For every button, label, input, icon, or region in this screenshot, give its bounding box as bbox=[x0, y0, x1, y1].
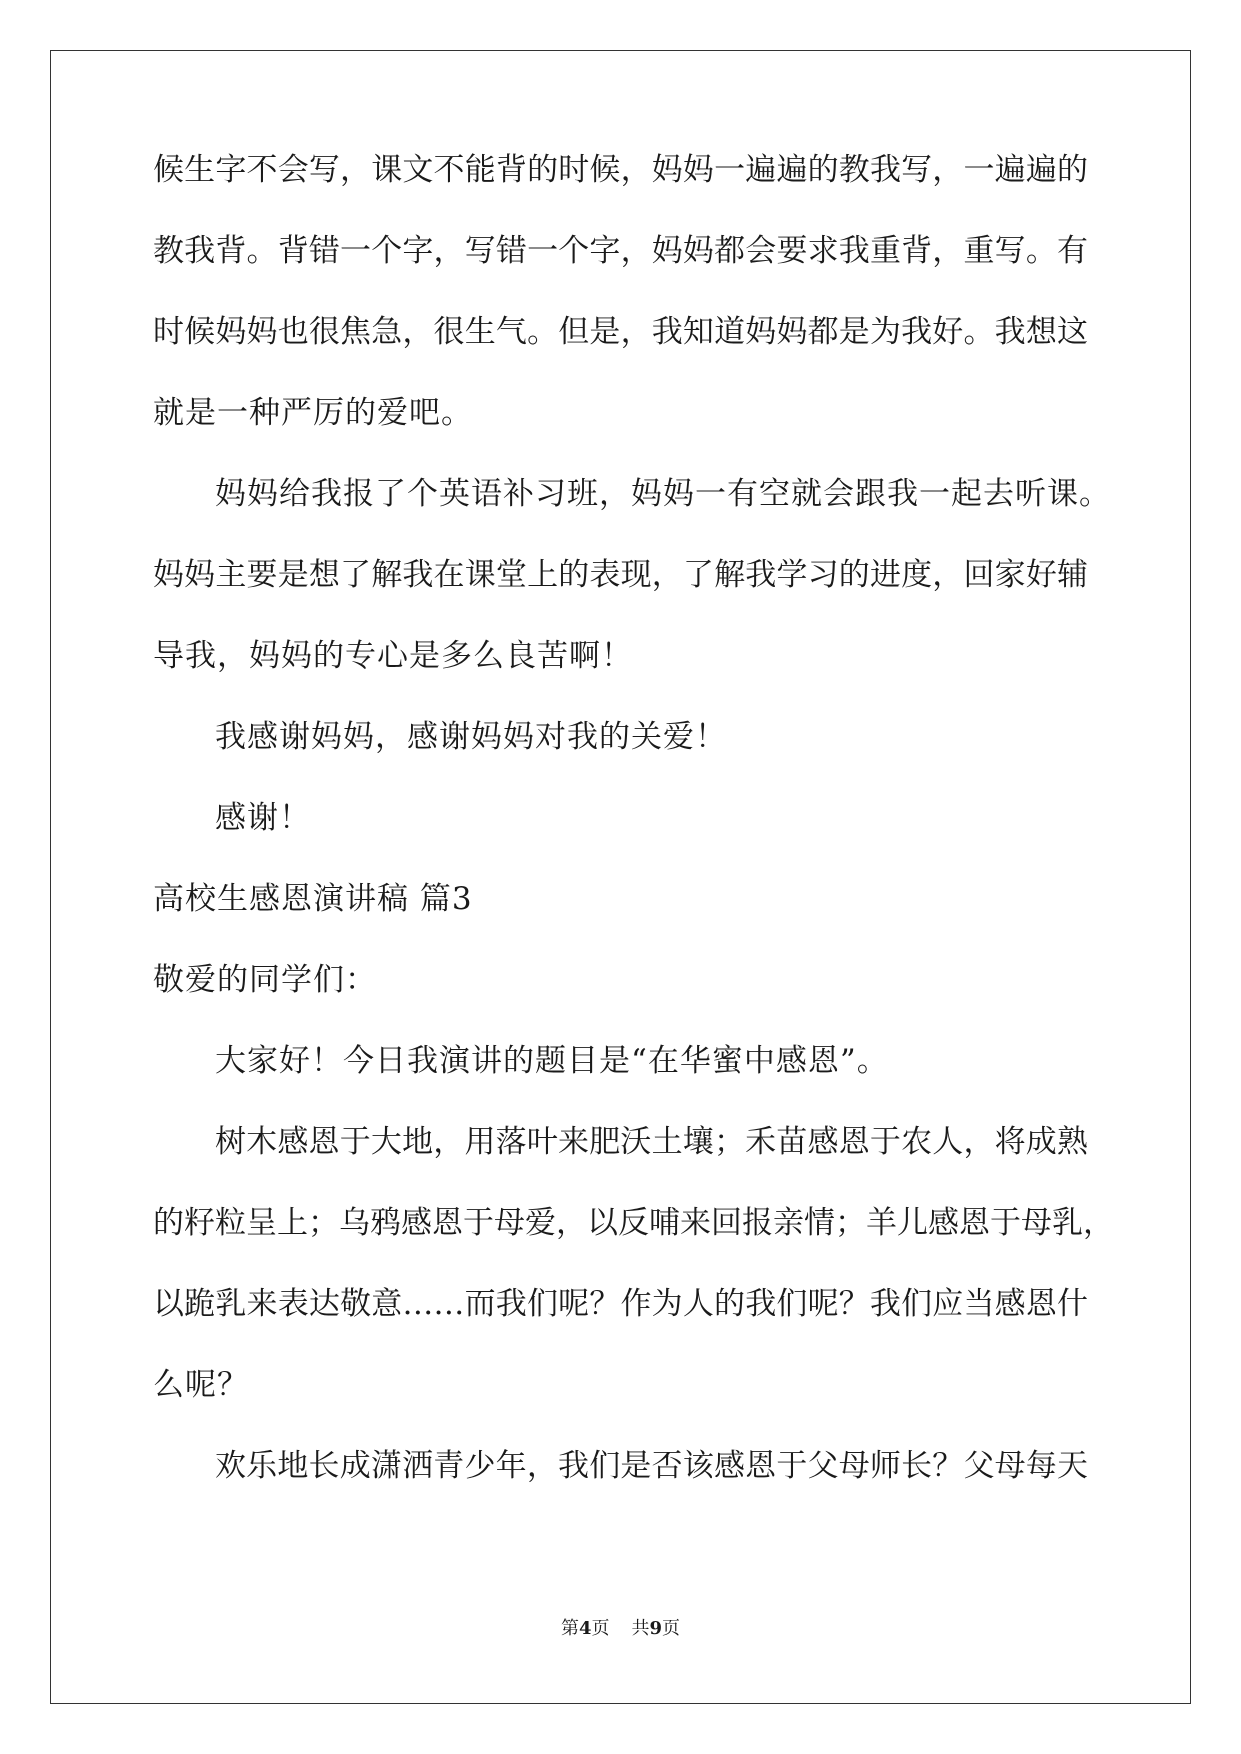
paragraph-line: 以跪乳来表达敬意……而我们呢？作为人的我们呢？我们应当感恩什 bbox=[153, 1286, 1088, 1322]
paragraph-line: 欢乐地长成潇洒青少年，我们是否该感恩于父母师长？父母每天 bbox=[215, 1448, 1088, 1484]
paragraph-line: 教我背。背错一个字，写错一个字，妈妈都会要求我重背，重写。有 bbox=[153, 233, 1088, 269]
paragraph-line: 妈妈主要是想了解我在课堂上的表现，了解我学习的进度，回家好辅 bbox=[153, 557, 1088, 593]
paragraph-line: 候生字不会写，课文不能背的时候，妈妈一遍遍的教我写，一遍遍的 bbox=[153, 152, 1088, 188]
footer-total-prefix: 共 bbox=[631, 1618, 650, 1639]
paragraph-line: 感谢！ bbox=[215, 800, 311, 836]
paragraph-line: 时候妈妈也很焦急，很生气。但是，我知道妈妈都是为我好。我想这 bbox=[153, 314, 1088, 350]
paragraph-line: 的籽粒呈上；乌鸦感恩于母爱，以反哺来回报亲情；羊儿感恩于母乳， bbox=[153, 1205, 1114, 1241]
section-heading: 高校生感恩演讲稿 篇3 bbox=[153, 881, 473, 917]
paragraph-line: 导我，妈妈的专心是多么良苦啊！ bbox=[153, 638, 633, 674]
footer-page-suffix: 页 bbox=[591, 1618, 610, 1639]
paragraph-line: 我感谢妈妈，感谢妈妈对我的关爱！ bbox=[215, 719, 727, 755]
paragraph-line: 大家好！今日我演讲的题目是“在华蜜中感恩”。 bbox=[215, 1043, 889, 1079]
page-number: 4 bbox=[578, 1618, 592, 1639]
footer-total-suffix: 页 bbox=[662, 1618, 681, 1639]
total-pages: 9 bbox=[649, 1618, 663, 1639]
paragraph-line: 么呢？ bbox=[153, 1367, 249, 1403]
footer-prefix: 第 bbox=[560, 1618, 579, 1639]
paragraph-line: 就是一种严厉的爱吧。 bbox=[153, 395, 473, 431]
page-footer bbox=[0, 1614, 1241, 1640]
paragraph-line: 妈妈给我报了个英语补习班，妈妈一有空就会跟我一起去听课。 bbox=[215, 476, 1111, 512]
salutation: 敬爱的同学们： bbox=[153, 962, 377, 998]
paragraph-line: 树木感恩于大地，用落叶来肥沃土壤；禾苗感恩于农人，将成熟 bbox=[215, 1124, 1088, 1160]
